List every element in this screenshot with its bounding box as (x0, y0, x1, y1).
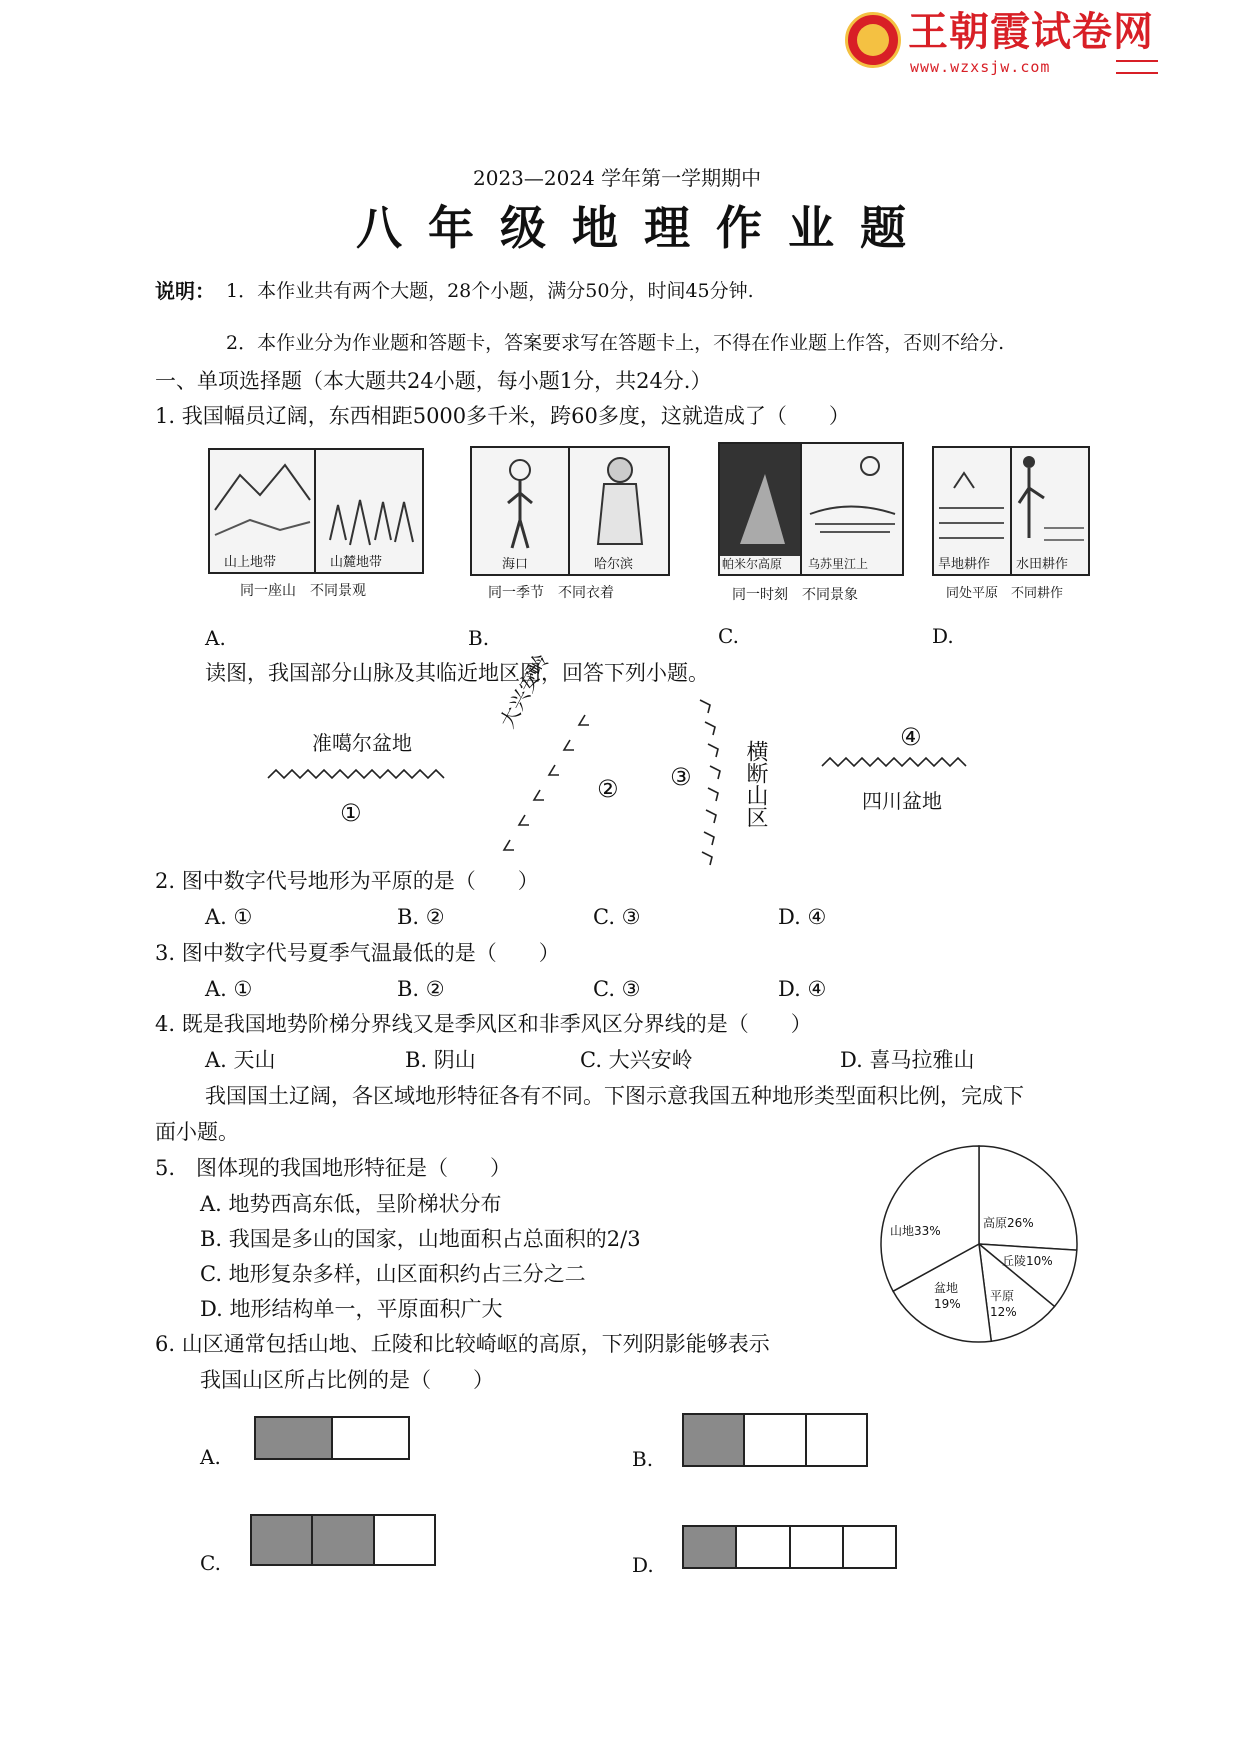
pie-label-basin: 盆地 19% (934, 1281, 961, 1311)
terrain-pie-chart (878, 1143, 1080, 1345)
landscape-time-icon (720, 444, 902, 556)
q6-option-c-letter[interactable]: C. (200, 1551, 221, 1575)
q1-a-letter[interactable]: A. (205, 626, 226, 650)
q2-option-b[interactable]: B. ② (397, 905, 445, 929)
q6-option-d-letter[interactable]: D. (632, 1553, 654, 1577)
logo-decoration (1116, 60, 1158, 74)
intro2-line1: 我国国土辽阔，各区域地形特征各有不同。下图示意我国五种地形类型面积比例，完成下 (205, 1084, 1024, 1108)
pie-label-plain: 平原 12% (990, 1289, 1017, 1319)
q6-option-b-bar[interactable] (682, 1413, 868, 1467)
map-number-2: ② (597, 775, 619, 803)
instructions-item1: 1．本作业共有两个大题，28个小题，满分50分，时间45分钟. (226, 280, 754, 302)
q5-option-b[interactable]: B. 我国是多山的国家，山地面积占总面积的2/3 (200, 1227, 641, 1251)
bar-cell-shaded (313, 1516, 374, 1564)
bar-cell-empty (791, 1527, 844, 1567)
q6-option-a-bar[interactable] (254, 1416, 410, 1460)
q1-c-caption: 同一时刻 不同景象 (732, 587, 858, 603)
q1-c-letter[interactable]: C. (718, 624, 739, 648)
logo-url: www.wzxsjw.com (910, 58, 1051, 76)
q1-a-right-label: 山麓地带 (330, 555, 383, 570)
q4-option-c[interactable]: C. 大兴安岭 (580, 1048, 693, 1072)
map-number-3: ③ (670, 763, 692, 791)
q1-b-letter[interactable]: B. (468, 626, 490, 650)
q3-option-c[interactable]: C. ③ (593, 977, 641, 1001)
bar-cell-shaded (684, 1415, 745, 1465)
mountain-scene-icon (210, 450, 422, 554)
q4-option-a[interactable]: A. 天山 (205, 1048, 276, 1072)
q1-option-a-picture (208, 448, 424, 574)
q1-b-left-label: 海口 (502, 557, 529, 572)
q6-option-b-letter[interactable]: B. (632, 1447, 654, 1471)
q2-option-d[interactable]: D. ④ (778, 905, 827, 929)
pie-label-hill: 丘陵10% (1002, 1254, 1053, 1268)
map-label-daxinganling: 大兴安岭 (494, 649, 554, 732)
mountain-range-hengduan-icon (700, 700, 720, 865)
q1-c-right-label: 乌苏里江上 (808, 557, 869, 571)
q4-stem: 4. 既是我国地势阶梯分界线又是季风区和非季风区分界线的是（ ） (155, 1012, 812, 1036)
map-number-1: ① (340, 799, 362, 827)
q5-option-d[interactable]: D. 地形结构单一，平原面积广大 (200, 1297, 503, 1321)
q6-option-d-bar[interactable] (682, 1525, 897, 1569)
bar-cell-shaded (256, 1418, 333, 1458)
q1-option-c-picture (718, 442, 904, 576)
term-line: 2023—2024 学年第一学期期中 (473, 166, 762, 190)
q6-stem-line1: 6. 山区通常包括山地、丘陵和比较崎岖的高原，下列阴影能够表示 (155, 1332, 770, 1356)
q1-option-b-picture (470, 446, 670, 576)
q5-option-a[interactable]: A. 地势西高东低，呈阶梯状分布 (200, 1192, 502, 1216)
pie-label-mountain: 山地33% (890, 1224, 941, 1238)
q3-stem: 3. 图中数字代号夏季气温最低的是（ ） (155, 941, 560, 965)
bar-cell-empty (375, 1516, 434, 1564)
q5-stem: 5. 图体现的我国地形特征是（ ） (155, 1156, 512, 1180)
bar-cell-empty (844, 1527, 895, 1567)
map-label-hengduan: 横断山区 (743, 740, 768, 828)
bar-cell-shaded (684, 1527, 737, 1567)
map-label-sichuan: 四川盆地 (862, 789, 942, 813)
q3-option-b[interactable]: B. ② (397, 977, 445, 1001)
mountain-range-4-icon (822, 758, 966, 766)
people-clothing-icon (472, 448, 668, 554)
bar-cell-empty (807, 1415, 866, 1465)
q5-option-c[interactable]: C. 地形复杂多样，山区面积约占三分之二 (200, 1262, 586, 1286)
bar-cell-empty (737, 1527, 790, 1567)
q1-option-d-picture (932, 446, 1090, 576)
mountain-range-1-icon (268, 770, 444, 778)
q6-option-a-letter[interactable]: A. (200, 1445, 221, 1469)
q2-stem: 2. 图中数字代号地形为平原的是（ ） (155, 869, 539, 893)
instructions-item2: 2．本作业分为作业题和答题卡，答案要求写在答题卡上，不得在作业题上作答，否则不给分. (226, 332, 1005, 354)
section1-title: 一、单项选择题（本大题共24小题，每小题1分，共24分.） (155, 369, 712, 393)
q3-option-a[interactable]: A. ① (205, 977, 253, 1001)
q1-d-left-label: 旱地耕作 (938, 557, 991, 572)
q6-stem-line2: 我国山区所占比例的是（ ） (200, 1368, 494, 1392)
q1-d-right-label: 水田耕作 (1016, 557, 1069, 572)
instructions-label: 说明： (155, 279, 215, 303)
q1-d-caption: 同处平原 不同耕作 (946, 586, 1064, 601)
map-intro: 读图，我国部分山脉及其临近地区图，回答下列小题。 (205, 661, 709, 685)
bar-cell-shaded (252, 1516, 313, 1564)
q4-option-b[interactable]: B. 阴山 (405, 1048, 476, 1072)
q2-option-c[interactable]: C. ③ (593, 905, 641, 929)
logo-badge-icon (845, 12, 901, 68)
page-title: 八年级地理作业题 (356, 201, 932, 255)
bar-cell-empty (745, 1415, 806, 1465)
q1-c-left-label: 帕米尔高原 (722, 557, 783, 571)
mountain-range-daxinganling-icon (504, 715, 589, 850)
pie-label-plateau: 高原26% (983, 1216, 1034, 1230)
q6-option-c-bar[interactable] (250, 1514, 436, 1566)
q1-b-caption: 同一季节 不同衣着 (488, 585, 614, 601)
q1-stem: 1. 我国幅员辽阔，东西相距5000多千米，跨60多度，这就造成了（ ） (155, 404, 850, 428)
map-label-junggar: 准噶尔盆地 (312, 731, 412, 755)
q2-option-a[interactable]: A. ① (205, 905, 253, 929)
intro2-line2: 面小题。 (155, 1120, 239, 1144)
q1-a-caption: 同一座山 不同景观 (240, 583, 366, 599)
q1-d-letter[interactable]: D. (932, 624, 954, 648)
map-number-4: ④ (900, 723, 922, 751)
q4-option-d[interactable]: D. 喜马拉雅山 (840, 1048, 975, 1072)
q1-a-left-label: 山上地带 (224, 555, 277, 570)
logo-title: 王朝霞试卷网 (908, 9, 1154, 55)
mountain-map (230, 690, 1010, 870)
q3-option-d[interactable]: D. ④ (778, 977, 827, 1001)
q1-b-right-label: 哈尔滨 (594, 557, 634, 572)
bar-cell-empty (333, 1418, 408, 1458)
